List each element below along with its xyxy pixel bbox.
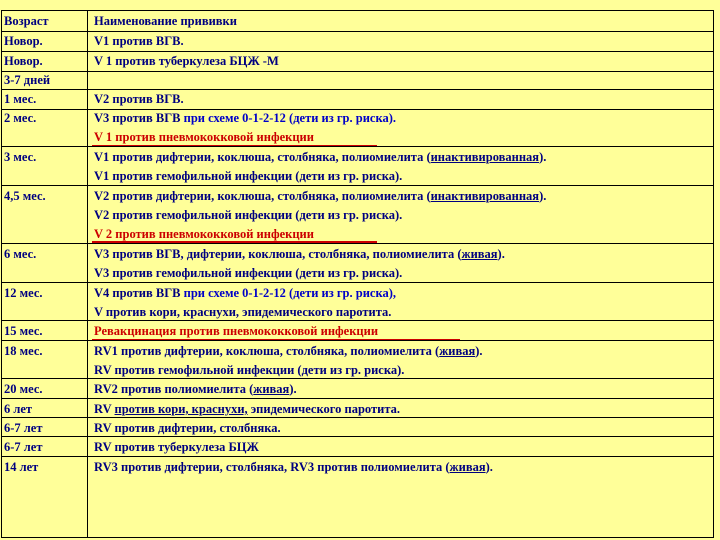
- scheme-text: схеме 0-1-2-12 (дети из гр. риска),: [204, 286, 397, 300]
- age-cell: 6 мес.: [4, 247, 37, 261]
- table-row: [0, 285, 720, 305]
- table-row: [0, 401, 720, 421]
- vaccine-text-end: ).: [475, 344, 483, 358]
- vaccine-cell: [94, 343, 714, 359]
- vaccine-cell: [94, 285, 714, 301]
- header-vaccine: Наименование прививки: [94, 14, 237, 28]
- table-row: [0, 53, 720, 73]
- vaccine-diseases: против кори, краснухи,: [114, 402, 248, 416]
- age-cell: 14 лет: [4, 460, 39, 474]
- age-cell: Новор.: [4, 54, 43, 68]
- vaccine-type: живая: [253, 382, 290, 396]
- vaccine-cell: [94, 188, 714, 204]
- table-row: [0, 110, 720, 130]
- age-cell: 3-7 дней: [4, 73, 51, 87]
- header-row: [0, 13, 720, 33]
- row-divider: [1, 378, 714, 379]
- row-divider: [1, 417, 714, 418]
- vaccine-text: RV: [94, 402, 115, 416]
- age-cell: 12 мес.: [4, 286, 43, 300]
- vaccine-cell: [94, 401, 714, 417]
- row-divider: [1, 320, 714, 321]
- table-row: [0, 246, 720, 266]
- pneumococcal-entry: V 2 против пневмококковой инфекции: [94, 227, 314, 241]
- table-row: [0, 304, 720, 324]
- vaccine-text-end: ).: [289, 382, 297, 396]
- vaccine-cell: RV против дифтерии, столбняка.: [94, 421, 281, 435]
- row-divider: [1, 340, 714, 341]
- vaccine-text: RV3 против дифтерии, столбняка, RV3 против полиомиелита (: [94, 460, 450, 474]
- vaccine-text: V2 против дифтерии, коклюша, столбняка, полиомиелита (: [94, 189, 431, 203]
- scheme-word: при: [183, 286, 205, 300]
- vaccine-code: БЦЖ: [228, 440, 259, 454]
- vaccine-text: V3 против ВГВ: [94, 111, 184, 125]
- vaccine-cell: V против кори, краснухи, эпидемического паротита.: [94, 305, 392, 319]
- age-cell: 4,5 мес.: [4, 189, 46, 203]
- vaccine-cell: V1 против ВГВ.: [94, 34, 184, 48]
- table-row: [0, 91, 720, 111]
- vaccine-cell: RV против гемофильной инфекции (дети из гр. риска).: [94, 363, 405, 377]
- vaccine-cell: [94, 459, 714, 475]
- table-row: [0, 362, 720, 382]
- vaccine-text-end: ).: [539, 150, 547, 164]
- vaccine-cell: [94, 381, 714, 397]
- age-cell: Новор.: [4, 34, 43, 48]
- age-cell: 3 мес.: [4, 150, 37, 164]
- age-cell: 6-7 лет: [4, 440, 43, 454]
- vaccine-cell: V3 против гемофильной инфекции (дети из гр. риска).: [94, 266, 403, 280]
- header-age: Возраст: [4, 14, 49, 28]
- table-row: [0, 207, 720, 227]
- age-cell: 1 мес.: [4, 92, 37, 106]
- row-divider: [1, 89, 714, 90]
- row-divider: [1, 31, 714, 32]
- row-divider: [1, 51, 714, 52]
- table-row: [0, 420, 720, 440]
- vaccine-type: живая: [439, 344, 476, 358]
- row-divider: [1, 146, 714, 147]
- vaccine-text: V1 против дифтерии, коклюша, столбняка, полиомиелита (: [94, 150, 431, 164]
- vaccine-text: RV1 против дифтерии, коклюша, столбняка, полиомиелита (: [94, 344, 440, 358]
- vaccine-cell: [94, 149, 714, 165]
- age-cell: 6 лет: [4, 402, 33, 416]
- age-cell: 20 мес.: [4, 382, 43, 396]
- vaccine-cell: [94, 439, 714, 455]
- table-row: [0, 149, 720, 169]
- vaccine-text-end: эпидемического паротита.: [247, 402, 400, 416]
- vaccine-text: RV против туберкулеза: [94, 440, 229, 454]
- age-cell: 18 мес.: [4, 344, 43, 358]
- age-cell: 2 мес.: [4, 111, 37, 125]
- vaccine-cell: [94, 110, 714, 126]
- vaccine-cell: V2 против ВГВ.: [94, 92, 184, 106]
- scheme-word: при: [183, 111, 205, 125]
- table-row: [0, 33, 720, 53]
- pneumococcal-entry: V 1 против пневмококковой инфекции: [94, 130, 314, 144]
- vaccine-type: инактивированная: [430, 189, 540, 203]
- vaccine-cell: [94, 246, 714, 262]
- vaccine-text-end: ).: [497, 247, 505, 261]
- vaccine-cell: V1 против гемофильной инфекции (дети из гр. риска).: [94, 169, 403, 183]
- row-divider: [1, 185, 714, 186]
- table-row: [0, 459, 720, 479]
- revaccination-entry: Ревакцинация против пневмококковой инфекции: [94, 324, 379, 338]
- table-row: [0, 188, 720, 208]
- age-cell: 6-7 лет: [4, 421, 43, 435]
- table-row: [0, 343, 720, 363]
- vaccine-cell: [94, 53, 714, 69]
- scheme-text: схеме 0-1-2-12 (дети из гр. риска).: [204, 111, 397, 125]
- row-divider: [1, 282, 714, 283]
- row-divider: [1, 436, 714, 437]
- vaccine-text: V4 против ВГВ: [94, 286, 184, 300]
- vaccine-text: RV2 против полиомиелита (: [94, 382, 254, 396]
- vaccine-text: V3 против ВГВ, дифтерии, коклюша, столбняка, полиомиелита (: [94, 247, 462, 261]
- vaccine-text: V 1 против туберкулеза: [94, 54, 230, 68]
- vaccine-text-end: ).: [485, 460, 493, 474]
- vaccine-type: инактивированная: [430, 150, 540, 164]
- vaccine-cell: V2 против гемофильной инфекции (дети из гр. риска).: [94, 208, 403, 222]
- vaccine-code: БЦЖ -М: [229, 54, 279, 68]
- row-divider: [1, 456, 714, 457]
- vaccine-text-end: ).: [539, 189, 547, 203]
- row-divider: [1, 243, 714, 244]
- row-divider: [1, 398, 714, 399]
- vaccine-type: живая: [449, 460, 486, 474]
- age-cell: 15 мес.: [4, 324, 43, 338]
- vaccine-type: живая: [461, 247, 498, 261]
